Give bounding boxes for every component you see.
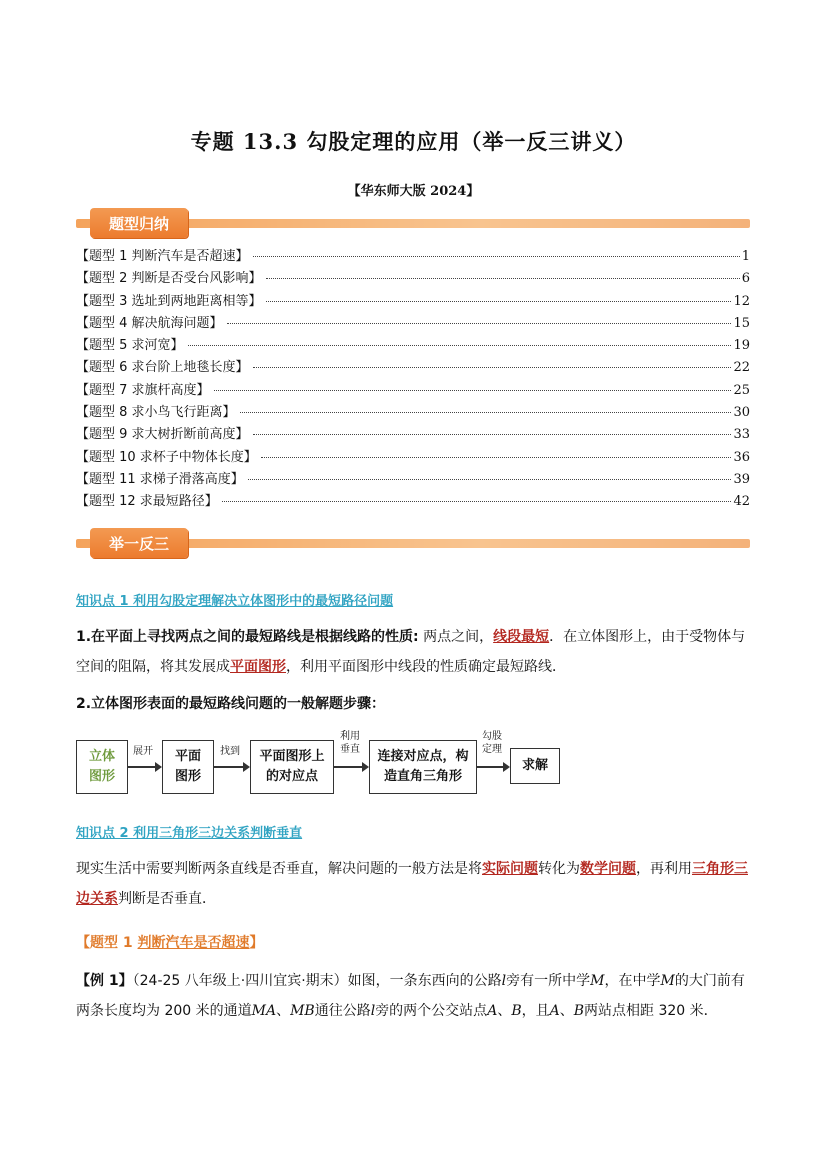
example-1-paragraph — [76, 966, 752, 1026]
toc-banner — [76, 208, 750, 238]
flow-arrow — [127, 766, 160, 768]
var-B: B — [511, 1003, 522, 1019]
flow-arrow — [333, 766, 367, 768]
flow-arrow — [476, 766, 508, 768]
flow-arrow-label: 展开 — [133, 746, 153, 757]
toc-entry[interactable] — [76, 245, 750, 267]
toc-entry-page: 12 — [733, 293, 750, 309]
highlight-segment-shortest: 线段最短 — [493, 629, 550, 645]
example-sep: 、 — [497, 1003, 512, 1019]
toc-entry-label: 【题型 1 判断汽车是否超速】 — [76, 249, 249, 264]
var-M: M — [660, 973, 675, 989]
var-A: A — [487, 1003, 498, 1019]
toc-entry-label: 【题型 11 求梯子滑落高度】 — [76, 471, 244, 487]
p1-text-c: ，利用平面图形中线段的性质确定最短路线． — [286, 659, 566, 675]
highlight-real-problem: 实际问题 — [482, 861, 538, 877]
toc-entry-page: 39 — [733, 471, 750, 487]
example-tag: 【例 1】 — [76, 973, 133, 989]
table-of-contents — [76, 245, 750, 513]
example-text: （24-25 八年级上·四川宜宾·期末）如图，一条东西向的公路 — [132, 973, 502, 989]
knowledge-point-2-heading: 知识点 2 利用三角形三边关系判断垂直 — [76, 826, 303, 841]
toc-entry[interactable] — [76, 379, 750, 401]
var-MB: MB — [290, 1003, 315, 1019]
toc-entry-label: 【题型 12 求最短路径】 — [76, 494, 218, 510]
topic-bracket-open: 【题型 1 — [76, 935, 138, 951]
toc-entry[interactable] — [76, 267, 750, 289]
topic-bracket-close: 】 — [249, 935, 264, 951]
flow-box-right-triangle: 连接对应点，构 造直角三角形 — [369, 740, 477, 794]
toc-entry-page: 22 — [733, 360, 750, 376]
toc-entry-label: 【题型 4 解决航海问题】 — [76, 315, 223, 331]
toc-leader-dots — [188, 345, 732, 346]
example-text: ，在中学 — [604, 973, 661, 989]
toc-entry-label: 【题型 5 求河宽】 — [76, 338, 184, 354]
toc-entry-page: 19 — [733, 338, 750, 354]
toc-leader-dots — [266, 301, 732, 302]
p1-bold: 1.在平面上寻找两点之间的最短路线是根据线路的性质: — [76, 629, 419, 645]
toc-entry-page: 1 — [741, 249, 750, 264]
flow-arrow-label: 利用 垂直 — [340, 731, 360, 755]
highlight-math-problem: 数学问题 — [580, 861, 636, 877]
var-A: A — [549, 1003, 560, 1019]
toc-entry-page: 36 — [733, 449, 750, 465]
toc-entry-page: 42 — [733, 494, 750, 510]
flow-box-plane-figure: 平面 图形 — [162, 740, 214, 794]
var-l: l — [501, 973, 507, 989]
toc-entry[interactable] — [76, 468, 750, 490]
flow-arrow-label: 勾股 定理 — [482, 731, 502, 755]
knowledge-point-1-heading: 知识点 1 利用勾股定理解决立体图形中的最短路径问题 — [76, 594, 394, 609]
flow-box-solve: 求解 — [510, 748, 560, 784]
practice-banner-label: 举一反三 — [90, 528, 188, 558]
toc-entry-page: 6 — [741, 271, 750, 287]
p1-text-b: ．在立体图形上，由于受物体与空间的阻隔，将其发展成 — [76, 629, 746, 675]
flow-arrow — [213, 766, 248, 768]
toc-entry[interactable] — [76, 356, 750, 378]
toc-entry[interactable] — [76, 446, 750, 468]
toc-leader-dots — [253, 256, 740, 257]
toc-entry[interactable] — [76, 312, 750, 334]
toc-entry-label: 【题型 9 求大树折断前高度】 — [76, 427, 249, 443]
p1-text-a: 两点之间， — [418, 629, 494, 645]
topic-name: 判断汽车是否超速 — [137, 935, 250, 951]
var-B: B — [573, 1003, 585, 1019]
toc-entry-page: 33 — [733, 427, 750, 443]
knowledge-point-1-paragraph — [76, 622, 752, 682]
p2-text-d: 判断是否垂直． — [118, 891, 216, 907]
p2-text-b: 转化为 — [538, 861, 580, 877]
example-sep: 、 — [559, 1003, 574, 1019]
flow-arrow-label: 找到 — [220, 746, 240, 757]
toc-entry-label: 【题型 3 选址到两地距离相等】 — [76, 293, 262, 309]
toc-leader-dots — [222, 501, 732, 502]
toc-leader-dots — [240, 412, 732, 413]
practice-banner — [76, 528, 750, 558]
toc-entry-page: 30 — [733, 405, 750, 421]
toc-entry-label: 【题型 7 求旗杆高度】 — [76, 382, 210, 398]
example-sep: 、 — [276, 1003, 291, 1019]
knowledge-point-2-paragraph — [76, 854, 752, 914]
toc-entry[interactable] — [76, 490, 750, 512]
toc-entry-label: 【题型 10 求杯子中物体长度】 — [76, 449, 257, 465]
example-text: 两站点相距 320 米． — [584, 1003, 718, 1019]
var-l: l — [370, 1003, 376, 1019]
toc-entry[interactable] — [76, 401, 750, 423]
solution-flowchart — [76, 730, 776, 800]
example-text: 旁有一所中学 — [506, 973, 591, 989]
toc-leader-dots — [227, 323, 732, 324]
var-MA: MA — [251, 1003, 277, 1019]
toc-entry-page: 15 — [733, 315, 750, 331]
flow-box-corresponding-points: 平面图形上 的对应点 — [250, 740, 334, 794]
example-text: 旁的两个公交站点 — [375, 1003, 488, 1019]
topic-1-heading — [76, 932, 264, 952]
toc-leader-dots — [253, 367, 732, 368]
toc-leader-dots — [214, 390, 732, 391]
toc-entry-label: 【题型 8 求小鸟飞行距离】 — [76, 405, 236, 421]
toc-entry-label: 【题型 2 判断是否受台风影响】 — [76, 271, 262, 287]
toc-banner-label: 题型归纳 — [90, 208, 188, 238]
toc-leader-dots — [248, 479, 732, 480]
toc-entry[interactable] — [76, 290, 750, 312]
example-text: ，且 — [521, 1003, 550, 1019]
example-text: 的大门前有两条长度均为 200 米的通道 — [76, 973, 745, 1019]
toc-entry[interactable] — [76, 334, 750, 356]
toc-entry-label: 【题型 6 求台阶上地毯长度】 — [76, 360, 249, 376]
toc-leader-dots — [261, 457, 732, 458]
highlight-triangle-relation: 三角形三边关系 — [76, 861, 748, 907]
flow-box-solid-figure: 立体 图形 — [76, 740, 128, 794]
p2-text-c: ，再利用 — [636, 861, 692, 877]
var-M: M — [590, 973, 605, 989]
highlight-plane-figure: 平面图形 — [230, 659, 286, 675]
knowledge-point-1-steps-heading: 2.立体图形表面的最短路线问题的一般解题步骤： — [76, 696, 386, 712]
example-text: 通往公路 — [314, 1003, 371, 1019]
edition-subtitle: 【华东师大版 2024】 — [347, 184, 480, 199]
toc-entry-page: 25 — [733, 382, 750, 398]
toc-leader-dots — [266, 278, 740, 279]
toc-leader-dots — [253, 434, 732, 435]
p2-text-a: 现实生活中需要判断两条直线是否垂直，解决问题的一般方法是将 — [76, 861, 482, 877]
page-title: 专题 13.3 勾股定理的应用（举一反三讲义） — [190, 129, 637, 154]
toc-entry[interactable] — [76, 423, 750, 445]
